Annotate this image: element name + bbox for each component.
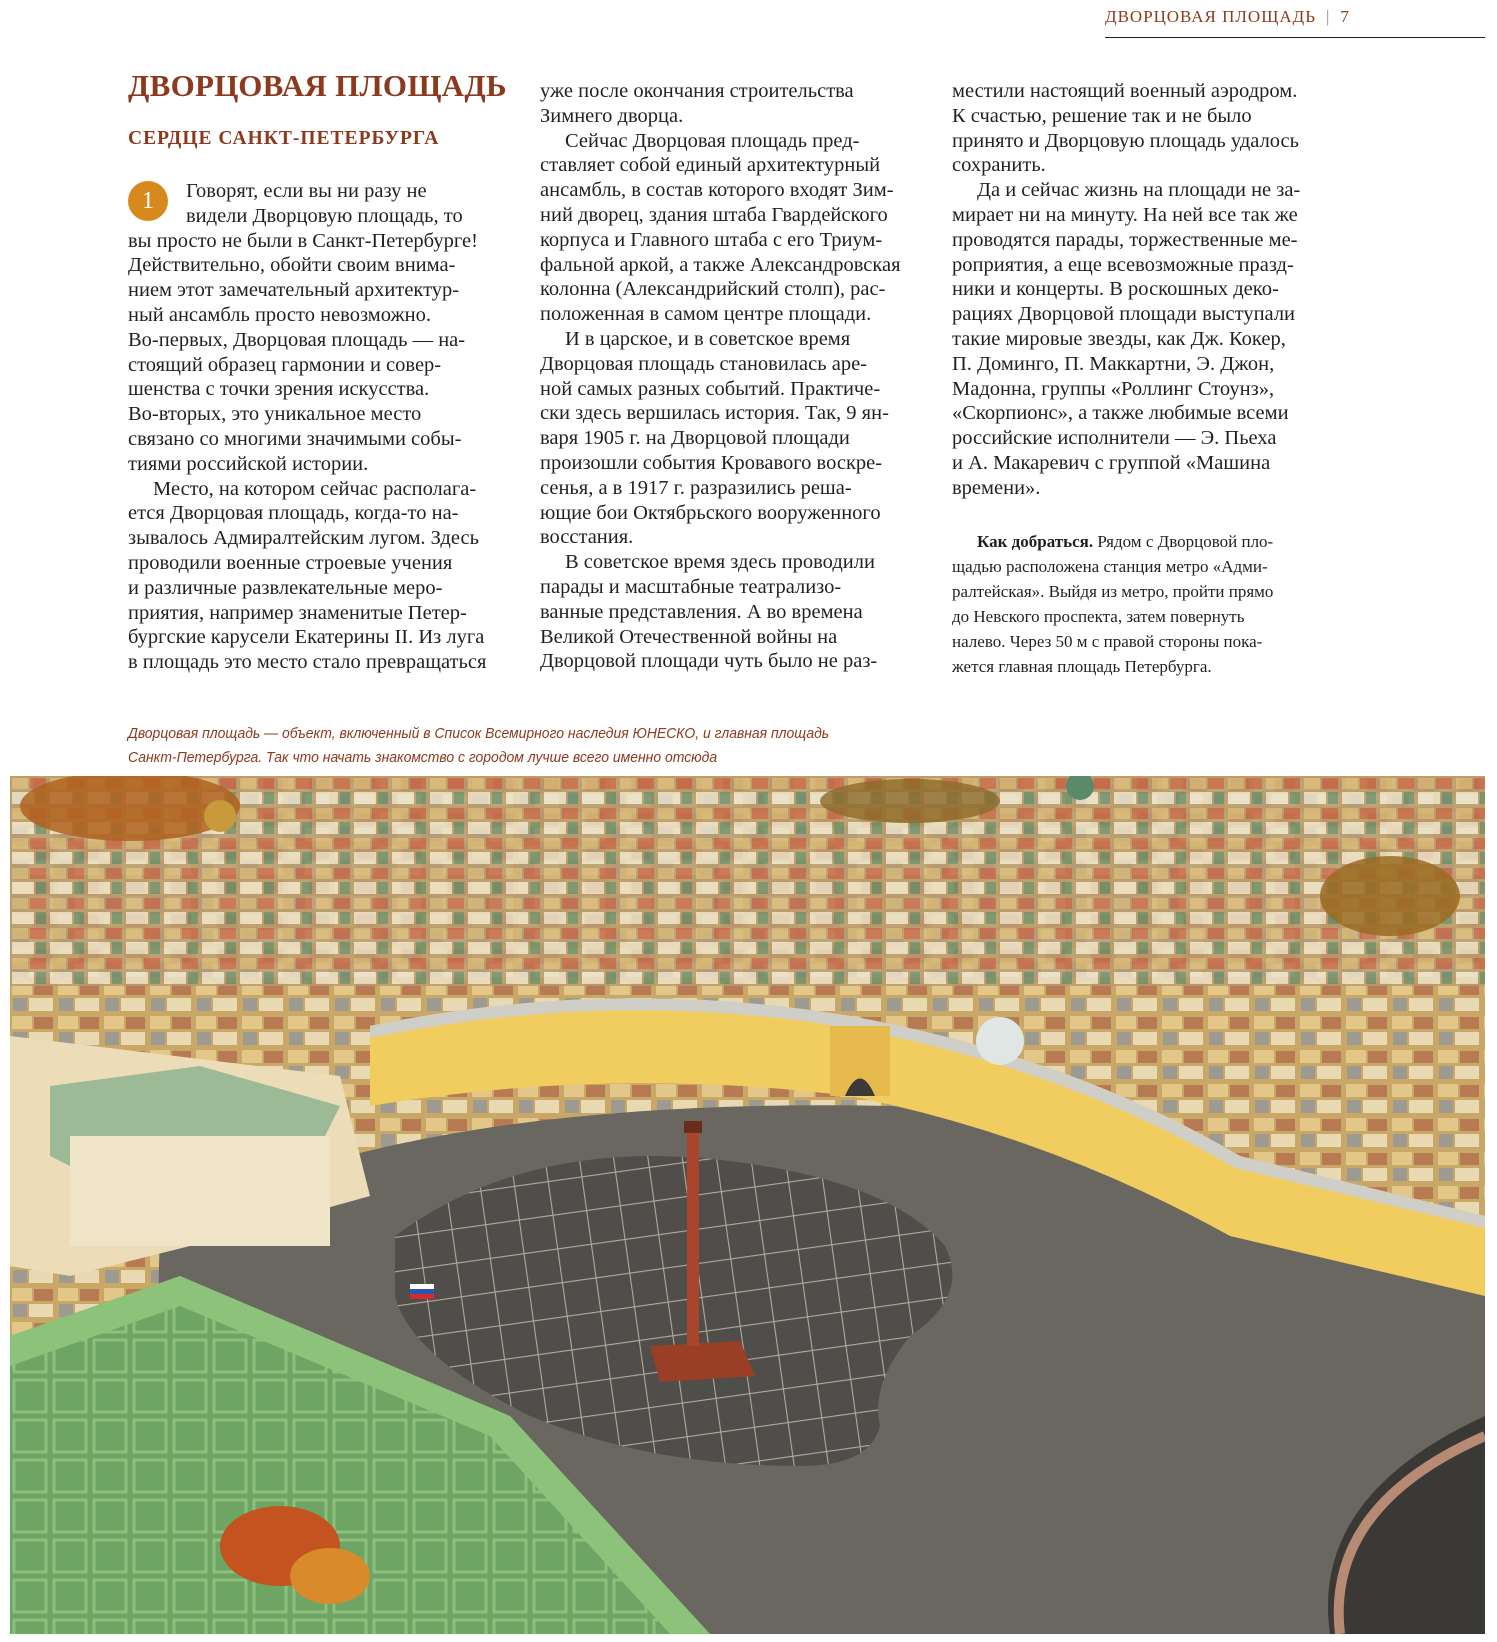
- text-line: видели Дворцовую площадь, то: [186, 204, 463, 227]
- aerial-photo-illustration: [10, 776, 1485, 1634]
- intro-continuation: [128, 229, 508, 477]
- article-title: ДВОРЦОВАЯ ПЛОЩАДЬ: [128, 68, 507, 103]
- text-line: зывалось Адмиралтейским лугом. Здесь: [128, 527, 479, 550]
- page-number: 7: [1340, 7, 1350, 26]
- text-line: и различные развлекательные меро-: [128, 576, 443, 599]
- text-line: Да и сейчас жизнь на площади не за-: [977, 179, 1301, 202]
- text-line: связано со многими значимыми собы-: [128, 427, 462, 450]
- text-line: В советское время здесь проводили: [565, 551, 875, 574]
- text-line: Дворцовая площадь становилась аре-: [540, 352, 867, 375]
- text-line: местили настоящий военный аэродром.: [952, 80, 1298, 102]
- text-line: в площадь это место стало превращаться: [128, 651, 487, 674]
- text-line: Во-первых, Дворцовая площадь — на-: [128, 328, 466, 351]
- running-head-section: ДВОРЦОВАЯ ПЛОЩАДЬ: [1105, 7, 1316, 26]
- how-to-get-there-text: Рядом с Дворцовой пло-: [1097, 531, 1274, 551]
- section-number-badge: 1: [128, 181, 168, 221]
- text-line: проводили военные строевые учения: [128, 551, 453, 574]
- text-line: вы просто не были в Санкт-Петербурге!: [128, 229, 478, 252]
- text-line: ется Дворцовая площадь, когда-то на-: [128, 502, 459, 525]
- text-line: такие мировые звезды, как Дж. Кокер,: [952, 327, 1286, 350]
- text-line: Сейчас Дворцовая площадь пред-: [565, 129, 860, 152]
- text-line: ралтейская». Выйдя из метро, пройти прямо: [952, 581, 1274, 601]
- text-line: стоящий образец гармонии и совер-: [128, 353, 442, 376]
- text-line: парады и масштабные театрализо-: [540, 575, 842, 598]
- text-line: Действительно, обойти своим внима-: [128, 254, 456, 277]
- paragraph: [128, 477, 508, 675]
- text-line: сенья, а в 1917 г. разразились реша-: [540, 476, 852, 499]
- text-line: жется главная площадь Петербурга.: [952, 656, 1212, 676]
- how-to-get-there: [952, 529, 1352, 679]
- text-line: восстания.: [540, 526, 634, 549]
- text-line: сохранить.: [952, 154, 1046, 177]
- text-line: времени».: [952, 476, 1041, 499]
- text-line: корпуса и Главного штаба с его Триум-: [540, 228, 883, 251]
- text-line: «Скорпионс», а также любимые всеми: [952, 402, 1289, 425]
- text-line: проводятся парады, торжественные ме-: [952, 228, 1298, 251]
- text-line: до Невского проспекта, затем повернуть: [952, 606, 1245, 626]
- text-line: П. Доминго, П. Маккартни, Э. Джон,: [952, 352, 1275, 375]
- text-line: ний дворец, здания штаба Гвардейского: [540, 203, 888, 226]
- text-line: колонна (Александрийский столп), рас-: [540, 278, 886, 301]
- text-line: Говорят, если вы ни разу не: [186, 180, 427, 202]
- caption-line: Дворцовая площадь — объект, включенный в Список Всемирного наследия ЮНЕСКО, и главная площадь: [128, 725, 830, 742]
- text-line: мирает ни на минуту. На ней все так же: [952, 203, 1298, 226]
- text-line: Во-вторых, это уникальное место: [128, 403, 422, 426]
- aerial-photo: [10, 776, 1485, 1634]
- paragraph: [540, 327, 930, 550]
- text-line: варя 1905 г. на Дворцовой площади: [540, 427, 850, 450]
- paragraph: [540, 550, 930, 674]
- running-head: [1105, 7, 1485, 38]
- text-line: ной самых разных событий. Практиче-: [540, 377, 881, 400]
- photo-caption: [128, 722, 830, 769]
- paragraph: [540, 129, 930, 327]
- text-line: рациях Дворцовой площади выступали: [952, 303, 1296, 326]
- text-line: Дворцовой площади чуть было не раз-: [540, 650, 878, 673]
- how-to-get-there-label: Как добраться.: [977, 531, 1094, 551]
- text-line: Место, на котором сейчас располага-: [153, 477, 477, 500]
- text-line: и А. Макаревич с группой «Машина: [952, 451, 1271, 474]
- paragraph: [540, 79, 930, 129]
- text-line: ный ансамбль просто невозможно.: [128, 303, 431, 326]
- text-line: приятия, например знаменитые Петер-: [128, 601, 467, 624]
- text-line: бургские карусели Екатерины II. Из луга: [128, 626, 485, 649]
- text-line: Мадонна, группы «Роллинг Стоунз»,: [952, 377, 1275, 400]
- article-subtitle: СЕРДЦЕ САНКТ-ПЕТЕРБУРГА: [128, 128, 440, 149]
- text-line: [952, 529, 1352, 554]
- text-line: фальной аркой, а также Александровская: [540, 253, 901, 276]
- column-3: [952, 79, 1352, 679]
- text-line: И в царское, и в советское время: [565, 327, 851, 350]
- caption-line: Санкт-Петербурга. Так что начать знакомство с городом лучше всего именно отсюда: [128, 748, 718, 766]
- paragraph: [952, 178, 1352, 500]
- column-1: [128, 179, 508, 675]
- column-2: [540, 79, 930, 674]
- text-line: тиями российской истории.: [128, 452, 369, 475]
- text-line: положенная в самом центре площади.: [540, 303, 872, 326]
- text-line: нием этот замечательный архитектур-: [128, 279, 460, 302]
- text-line: ансамбль, в состав которого входят Зим-: [540, 179, 894, 202]
- text-line: налево. Через 50 м с правой стороны пока-: [952, 631, 1263, 651]
- text-line: щадью расположена станция метро «Адми-: [952, 556, 1268, 576]
- text-line: ставляет собой единый архитектурный: [540, 154, 881, 177]
- paragraph: [952, 79, 1352, 178]
- text-line: произошли события Кровавого воскре-: [540, 451, 883, 474]
- text-line: принято и Дворцовую площадь удалось: [952, 129, 1300, 152]
- text-line: ванные представления. А во времена: [540, 600, 863, 623]
- text-line: Великой Отечественной войны на: [540, 625, 838, 648]
- text-line: ски здесь вершилась история. Так, 9 ян-: [540, 402, 889, 425]
- intro-lines: [128, 179, 508, 229]
- text-line: К счастью, решение так и не было: [952, 104, 1252, 127]
- text-line: уже после окончания строительства: [540, 80, 854, 102]
- running-head-separator: |: [1326, 7, 1331, 26]
- text-line: Зимнего дворца.: [540, 104, 684, 127]
- text-line: российские исполнители — Э. Пьеха: [952, 427, 1277, 450]
- text-line: шенства с точки зрения искусства.: [128, 378, 430, 401]
- text-line: ники и концерты. В роскошных деко-: [952, 278, 1279, 301]
- text-line: роприятия, а еще всевозможные празд-: [952, 253, 1294, 276]
- text-line: ющие бои Октябрьского вооруженного: [540, 501, 881, 524]
